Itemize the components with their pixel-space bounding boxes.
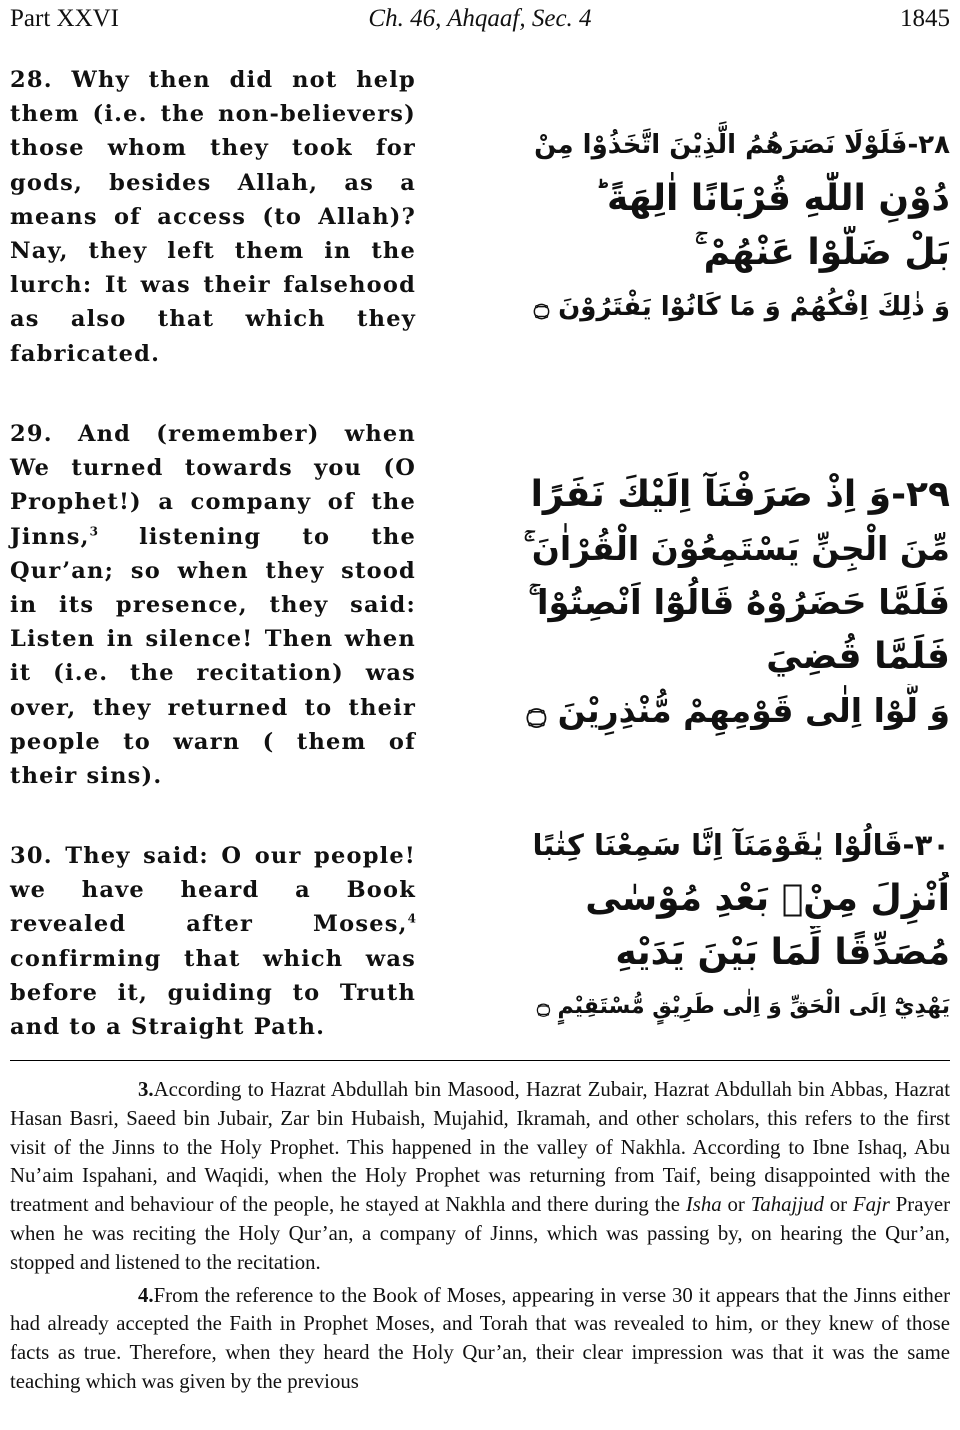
footnote-3	[10, 1076, 950, 1278]
footnote-divider	[10, 1060, 950, 1061]
prayer-isha: Isha	[685, 1193, 722, 1217]
arabic-line: يَهْدِيْٓ اِلَى الْحَقِّ وَ اِلٰى طَرِيْقٍ مُّسْتَقِيْمٍ ۝	[537, 994, 950, 1019]
arabic-line: اُنْزِلَ مِنْۢ بَعْدِ مُوْسٰى	[585, 878, 950, 919]
footnote-ref-4: 4	[407, 911, 416, 926]
verse-30-text-b: confirming that which was before it, guiding to Truth and to a Straight Path.	[10, 945, 416, 1041]
verse-30-translation	[10, 839, 416, 1044]
footnote-text: From the reference to the Book of Moses, appearing in verse 30 it appears that the Jinns either had already accepted the Faith in Prophet Moses, and Torah that was revealed to him, or they knew of those facts as true. Therefore, when they heard the Holy Qur’an, their clear impression was that it was the same teaching which was given by the previous	[10, 1283, 950, 1393]
arabic-line: ٢٩-وَ اِذْ صَرَفْنَآ اِلَيْكَ نَفَرًا	[530, 474, 950, 515]
footnotes	[10, 1076, 950, 1401]
arabic-line: وَ ذٰلِكَ اِفْكُهُمْ وَ مَا كَانُوْا يَفْتَرُوْنَ ۝	[533, 292, 950, 322]
prayer-tahajjud: Tahajjud	[750, 1193, 824, 1217]
footnote-text: According to Hazrat Abdullah bin Masood, Hazrat Zubair, Hazrat Abdullah bin Abbas, Hazrat Hasan Basri, Saeed bin Jubair, Zar bin Hubaish, Mujahid, Ikramah, and other scholars, this refers to the first visit of the Jinns to the Holy Prophet. This happened in the valley of Nakhla. According to Ibne Ishaq, Abu Nu’aim Ispahani, and Waqidi, when the Holy Prophet was returning from Taif, being disappointed with the treatment and behaviour of the people, he stayed at Nakhla and there during the	[10, 1078, 950, 1217]
verse-30-arabic	[520, 818, 950, 1034]
arabic-line: وَ لَّوْا اِلٰى قَوْمِهِمْ مُّنْذِرِيْنَ ۝	[526, 691, 950, 730]
footnote-ref-3: 3	[89, 524, 98, 539]
verse-29-text-b: listening to the Qur’an; so when they stood in its presence, they said: Listen in silence! Then when it (i.e. the recitation) was over, they returned to their people to warn ( them of their sins).	[10, 523, 416, 790]
page-number: 1845	[900, 5, 950, 32]
chapter-title: Ch. 46, Ahqaaf, Sec. 4	[368, 5, 592, 32]
arabic-line: ٣٠-قَالُوْا يٰقَوْمَنَآ اِنَّا سَمِعْنَا كِتٰبًا	[532, 828, 950, 862]
arabic-line: بَلْ ضَلُّوْا عَنْهُمْ ۚ	[694, 232, 950, 273]
page-header	[10, 4, 950, 34]
prayer-fajr: Fajr	[852, 1193, 890, 1217]
verse-28-arabic	[520, 118, 950, 334]
verse-29-arabic	[520, 468, 950, 738]
arabic-line: فَلَمَّا حَضَرُوْهُ قَالُوْٓا اَنْصِتُوْا ۚ	[528, 583, 950, 623]
arabic-line: مُصَدِّقًا لِّمَا بَيْنَ يَدَيْهِ	[615, 932, 950, 973]
verse-29-translation	[10, 417, 416, 793]
part-label: Part XXVI	[10, 5, 120, 32]
arabic-line: مِّنَ الْجِنِّ يَسْتَمِعُوْنَ الْقُرْاٰنَ ۚ	[523, 529, 950, 568]
arabic-line: دُوْنِ اللّٰهِ قُرْبَانًا اٰلِهَةً ؕ	[594, 178, 950, 219]
footnote-text: or	[721, 1193, 751, 1217]
footnote-text: or	[823, 1193, 853, 1217]
verse-29-text-a: 29. And (remember) when We turned towards you (O Prophet!) a company of the Jinns,	[10, 421, 416, 550]
footnote-4	[10, 1282, 950, 1397]
verse-28-translation: 28. Why then did not help them (i.e. the non-believers) those whom they took for gods, besides Allah, as a means of access (to Allah)? Nay, they left them in the lurch: It was their falsehood as also that which they fabricated.	[10, 67, 416, 367]
footnote-text: Prayer when he was reciting the Holy Qur’an, a company of Jinns, which was passing by, on hearing the Qur’an, stopped and listened to the recitation.	[10, 1193, 951, 1274]
footnote-number: 3.	[138, 1078, 154, 1101]
arabic-line: ٢٨-فَلَوْلَا نَصَرَهُمُ الَّذِيْنَ اتَّخَذُوْا مِنْ	[534, 130, 950, 160]
footnote-number: 4.	[138, 1283, 154, 1307]
arabic-line: فَلَمَّا قُضِيَ	[766, 636, 950, 677]
verse-30-text-a: 30. They said: O our people! we have heard a Book revealed after Moses,	[10, 843, 416, 938]
